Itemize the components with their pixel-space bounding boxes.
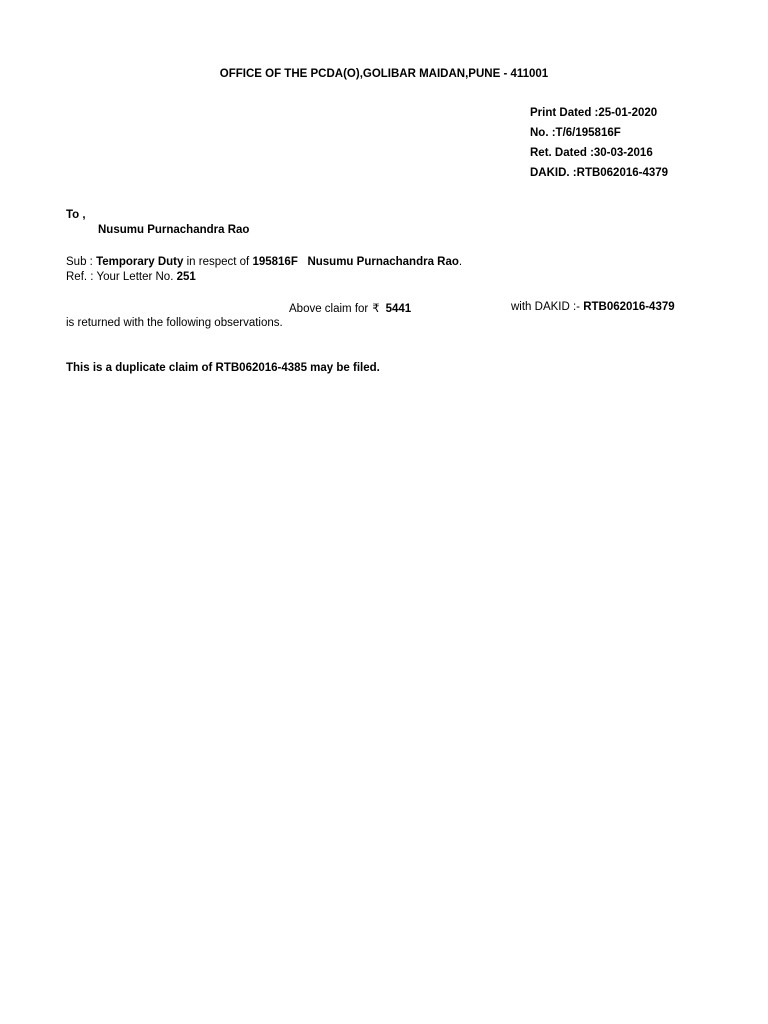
print-dated: Print Dated :25-01-2020 — [530, 107, 658, 119]
subject-middle: in respect of — [183, 256, 253, 268]
claim-amount: 5441 — [385, 303, 412, 315]
subject-line — [66, 256, 462, 268]
reference-prefix: Ref. : Your Letter No. — [66, 271, 177, 283]
letter-number: No. :T/6/195816F — [530, 127, 621, 139]
dakid-reference: DAKID. :RTB062016-4379 — [530, 167, 669, 179]
claim-amount-line — [289, 301, 411, 315]
claim-prefix: Above claim for — [289, 303, 369, 315]
claim-dakid-value: RTB062016-4379 — [583, 301, 675, 313]
subject-person-name: Nusumu Purnachandra Rao — [307, 256, 459, 268]
claim-dakid-prefix: with DAKID :- — [511, 301, 584, 313]
observation-text: This is a duplicate claim of RTB062016-4385 may be filed. — [66, 362, 380, 374]
subject-suffix: . — [458, 256, 463, 268]
reference-letter-number: 251 — [176, 271, 196, 283]
subject-prefix: Sub : — [66, 256, 97, 268]
subject-service-number: 195816F — [252, 256, 298, 268]
subject-duty-type: Temporary Duty — [96, 256, 184, 268]
office-heading: OFFICE OF THE PCDA(O),GOLIBAR MAIDAN,PUNE - 411001 — [219, 68, 549, 80]
rupee-icon: ₹ — [372, 303, 380, 315]
claim-dakid-line — [511, 301, 675, 313]
letter-meta-block — [530, 103, 668, 183]
return-dated: Ret. Dated :30-03-2016 — [530, 147, 653, 159]
reference-line — [66, 271, 196, 283]
to-label: To , — [66, 209, 86, 221]
claim-returned-text: is returned with the following observations. — [66, 317, 283, 329]
recipient-name: Nusumu Purnachandra Rao — [98, 224, 250, 236]
